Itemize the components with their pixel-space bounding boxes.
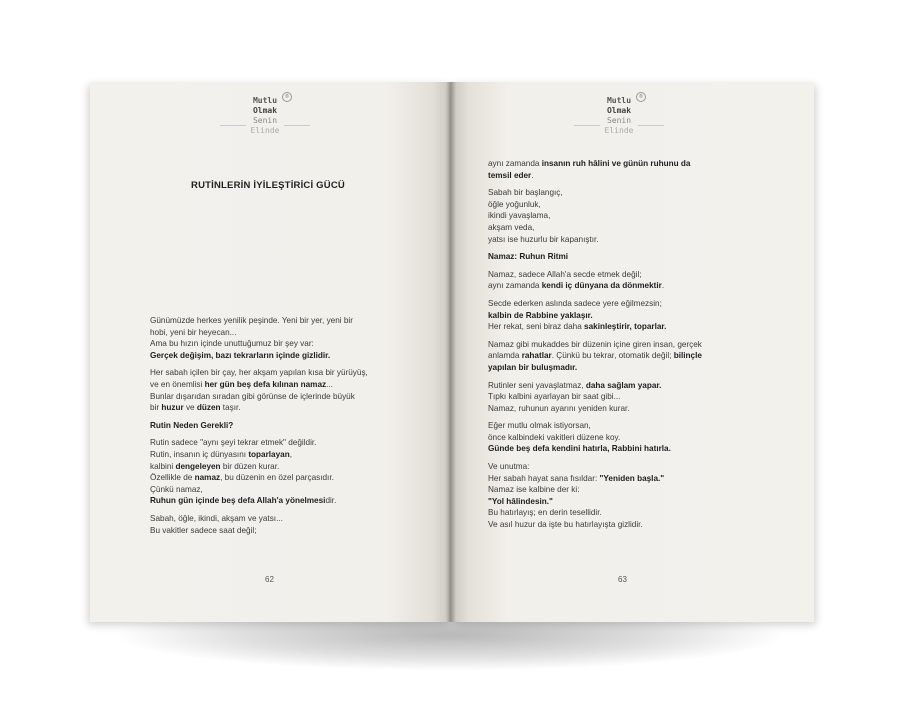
- emphasis: her gün beş defa kılınan namaz: [204, 379, 327, 389]
- emphasis: yapılan bir buluşmadır.: [488, 362, 578, 372]
- paragraph: Günümüzde herkes yenilik peşinde. Yeni bir yer, yeni bir hobi, yeni bir heyecan... Ama bu hızın içinde unuttuğumuz bir şey var: Gerçek değişim, bazı tekrarların içinde gizlidir.: [150, 316, 353, 360]
- emphasis: kendi iç dünyana da dönmektir: [541, 281, 662, 291]
- emphasis: sakinleştirir, toparlar.: [584, 322, 667, 332]
- logo-badge: ®: [636, 92, 646, 102]
- logo-line-1: Mutlu: [606, 96, 632, 105]
- emphasis: "Yeniden başla.": [599, 473, 665, 483]
- subheading: Rutin Neden Gerekli?: [150, 420, 234, 430]
- emphasis: dengeleyen: [175, 461, 221, 471]
- paragraph: Rutinler seni yavaşlatmaz, daha sağlam yapar. Tıpkı kalbini ayarlayan bir saat gibi... Namaz, ruhunun ayarını yeniden kurar.: [488, 380, 662, 413]
- left-page: [90, 82, 451, 622]
- emphasis: kalbin de Rabbine yaklaşır.: [488, 310, 593, 320]
- logo-rule-right: [638, 125, 664, 126]
- logo-line-4: Elinde: [604, 126, 634, 135]
- book-logo: [574, 96, 664, 136]
- right-page-body: [488, 158, 778, 537]
- subheading: Namaz: Ruhun Ritmi: [488, 252, 569, 262]
- emphasis: toparlayan: [248, 449, 290, 459]
- logo-line-4: Elinde: [250, 126, 280, 135]
- page-number: 62: [265, 575, 274, 584]
- right-page: [451, 82, 814, 622]
- paragraph: Namaz gibi mukaddes bir düzenin içine giren insan, gerçek anlamda rahatlar. Çünkü bu tekrar, otomatik değil; bilinçle yapılan bir buluşmadır.: [488, 339, 702, 372]
- paragraph: aynı zamanda insanın ruh hâlini ve günün ruhunu da temsil eder.: [488, 159, 691, 180]
- left-page-body: [150, 315, 420, 542]
- paragraph: Secde ederken aslında sadece yere eğilmezsin; kalbin de Rabbine yaklaşır. Her rekat, seni biraz daha sakinleştirir, toparlar.: [488, 298, 667, 332]
- logo-line-3: Senin: [606, 116, 632, 125]
- paragraph: Eğer mutlu olmak istiyorsan, önce kalbindeki vakitleri düzene koy. Günde beş defa kendini hatırla, Rabbini hatırla.: [488, 421, 671, 454]
- book-logo: [220, 96, 310, 136]
- emphasis: namaz: [194, 473, 221, 483]
- emphasis: bilinçle: [673, 351, 702, 361]
- paragraph: Sabah, öğle, ikindi, akşam ve yatsı... Bu vakitler sadece saat değil;: [150, 513, 283, 535]
- emphasis: huzur: [161, 403, 184, 413]
- logo-rule-right: [284, 125, 310, 126]
- emphasis: temsil eder: [488, 170, 532, 180]
- logo-badge: ®: [282, 92, 292, 102]
- logo-line-3: Senin: [252, 116, 278, 125]
- logo-line-2: Olmak: [252, 106, 278, 115]
- emphasis: insanın ruh hâlini ve günün ruhunu da: [541, 159, 691, 168]
- emphasis: Gerçek değişim, bazı tekrarların içinde gizlidir.: [150, 350, 331, 360]
- book-spine: [446, 82, 456, 622]
- emphasis: rahatlar: [521, 351, 552, 361]
- chapter-heading: RUTİNLERİN İYİLEŞTİRİCİ GÜCÜ: [191, 180, 345, 191]
- page-number: 63: [618, 575, 627, 584]
- emphasis: daha sağlam yapar.: [585, 380, 662, 390]
- paragraph: Namaz, sadece Allah'a secde etmek değil; aynı zamanda kendi iç dünyana da dönmektir.: [488, 269, 665, 291]
- emphasis: Ruhun gün içinde beş defa Allah'a yönelmesi: [150, 496, 326, 506]
- emphasis: düzen: [196, 403, 221, 413]
- emphasis: Günde beş defa kendini hatırla, Rabbini hatırla.: [488, 444, 671, 454]
- logo-rule-left: [574, 125, 600, 126]
- paragraph: Sabah bir başlangıç, öğle yoğunluk, ikindi yavaşlama, akşam veda, yatsı ise huzurlu bir kapanıştır.: [488, 188, 599, 244]
- paragraph: Ve unutma: Her sabah hayat sana fısıldar: "Yeniden başla." Namaz ise kalbine der ki: "Yol hâlindesin." Bu hatırlayış; en derin tesellidir. Ve asıl huzur da işte bu hatırlayışta gizlidir.: [488, 462, 665, 530]
- emphasis: "Yol hâlindesin.": [488, 496, 553, 506]
- logo-rule-left: [220, 125, 246, 126]
- paragraph: Her sabah içilen bir çay, her akşam yapılan kısa bir yürüyüş, ve en önemlisi her gün beş defa kılınan namaz... Bunlar dışarıdan sıradan gibi görünse de içlerinde büyük bir huzur ve düzen taşır.: [150, 368, 368, 413]
- logo-line-1: Mutlu: [252, 96, 278, 105]
- paragraph: Rutin sadece "aynı şeyi tekrar etmek" değildir. Rutin, insanın iç dünyasını toparlayan, kalbini dengeleyen bir düzen kurar. Özellikle de namaz, bu düzenin en özel parçasıdır. Çünkü namaz, Ruhun gün içinde beş defa Allah'a yönelmesidir.: [150, 438, 337, 506]
- logo-line-2: Olmak: [606, 106, 632, 115]
